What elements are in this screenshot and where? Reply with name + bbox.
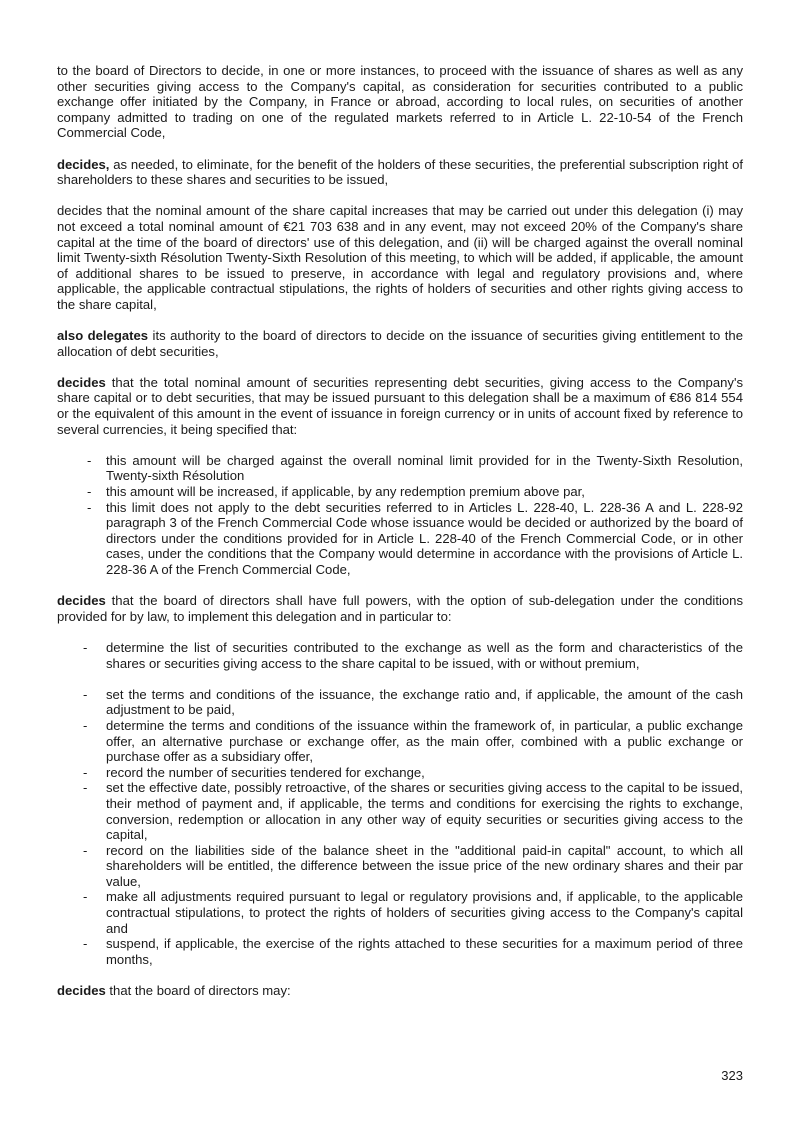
bold-keyword: decides bbox=[57, 593, 106, 609]
paragraph-text: that the board of directors shall have full powers, with the option of sub-delegation under the conditions provided for by law, to implement this delegation and in particular to: bbox=[57, 593, 743, 624]
dash-bullet: - bbox=[83, 842, 88, 858]
list-item bbox=[57, 718, 743, 765]
paragraph-text: that the total nominal amount of securities representing debt securities, giving access to the Company's share capital or to debt securities, that may be issued pursuant to this delegation shall be a maximum of €86 814 554 or the equivalent of this amount in the event of issuance in foreign currency or in units of account fixed by reference to several currencies, it being specified that: bbox=[57, 374, 743, 437]
paragraph-text: that the board of directors may: bbox=[105, 983, 291, 999]
dash-bullet: - bbox=[87, 499, 92, 515]
list-item-text: set the terms and conditions of the issuance, the exchange ratio and, if applicable, the amount of the cash adjustment to be paid, bbox=[106, 686, 743, 718]
dash-bullet: - bbox=[87, 484, 92, 500]
paragraph bbox=[57, 328, 743, 359]
list-item-text: suspend, if applicable, the exercise of the rights attached to these securities for a maximum period of three months, bbox=[106, 936, 743, 967]
list-item-text: this amount will be increased, if applicable, by any redemption premium above par, bbox=[106, 484, 585, 500]
paragraph bbox=[57, 983, 743, 999]
paragraph: decides that the nominal amount of the share capital increases that may be carried out under this delegation (i) may not exceed a total nominal amount of €21 703 638 and in any event, may not exceed 20% of the Company's share capital at the time of the board of directors' use of this delegation, and (ii) will be charged against the overall nominal limit Twenty-sixth Résolution Twenty-Sixth Resolution of this meeting, to which will be added, if applicable, the amount of additional shares to be issued to preserve, in accordance with legal and regulatory provisions and, where applicable, the applicable contractual stipulations, the rights of holders of securities and other rights giving access to the share capital, bbox=[57, 203, 743, 312]
list-item bbox=[57, 500, 743, 578]
list-item bbox=[57, 687, 743, 718]
dash-bullet: - bbox=[83, 639, 88, 655]
paragraph bbox=[57, 375, 743, 437]
bold-keyword: decides bbox=[57, 374, 106, 390]
list-item bbox=[57, 936, 743, 967]
dash-bullet: - bbox=[83, 780, 88, 796]
debt-limit-list bbox=[57, 453, 743, 578]
list-item-text: determine the list of securities contributed to the exchange as well as the form and characteristics of the shares or securities giving access to the share capital to be issued, with or without premium, bbox=[106, 639, 743, 671]
document-page bbox=[57, 63, 743, 1014]
dash-bullet: - bbox=[83, 686, 88, 702]
bold-keyword: decides bbox=[57, 983, 106, 999]
paragraph-text: as needed, to eliminate, for the benefit of the holders of these securities, the preferential subscription right of shareholders to these shares and securities to be issued, bbox=[57, 156, 743, 188]
list-item bbox=[57, 780, 743, 842]
paragraph-text: its authority to the board of directors to decide on the issuance of securities giving entitlement to the allocation of debt securities, bbox=[57, 328, 743, 359]
list-item-text: determine the terms and conditions of the issuance within the framework of, in particular, a public exchange offer, an alternative purchase or exchange offer, as the main offer, combined with a public exchange or purchase offer as a subsidiary offer, bbox=[106, 717, 743, 765]
list-item-text: set the effective date, possibly retroactive, of the shares or securities giving access to the capital to be issued, their method of payment and, if applicable, the terms and conditions for exercising the rights to exchange, conversion, redemption or allocation in any other way of equity securities or securities giving access to the capital, bbox=[106, 780, 743, 843]
paragraph bbox=[57, 593, 743, 624]
list-item-text: make all adjustments required pursuant to legal or regulatory provisions and, if applicable, to the applicable contractual stipulations, to protect the rights of holders of securities giving access to the Company's capital and bbox=[106, 889, 743, 936]
bold-keyword: also delegates bbox=[57, 328, 149, 344]
list-item bbox=[57, 484, 743, 500]
list-item bbox=[57, 640, 743, 671]
page-number: 323 bbox=[721, 1068, 743, 1083]
list-item-text: record the number of securities tendered for exchange, bbox=[106, 764, 425, 780]
powers-list bbox=[57, 640, 743, 967]
list-item-text: this amount will be charged against the overall nominal limit provided for in the Twenty-Sixth Resolution, Twenty-sixth Résolution bbox=[106, 452, 743, 484]
paragraph: to the board of Directors to decide, in one or more instances, to proceed with the issuance of shares as well as any other securities giving access to the Company's capital, as consideration for securities contributed to a public exchange offer initiated by the Company, in France or abroad, according to local rules, on securities of another company admitted to trading on one of the regulated markets referred to in Article L. 22-10-54 of the French Commercial Code, bbox=[57, 63, 743, 141]
list-item bbox=[57, 889, 743, 936]
dash-bullet: - bbox=[83, 717, 88, 733]
paragraph bbox=[57, 157, 743, 188]
list-item bbox=[57, 765, 743, 781]
list-item-text: this limit does not apply to the debt securities referred to in Articles L. 228-40, L. 228-36 A and L. 228-92 paragraph 3 of the French Commercial Code whose issuance would be decided or authorized by the board of directors under the conditions provided for in Article L. 228-40 of the French Commercial Code, or in other cases, under the conditions that the Company would determine in accordance with the provisions of Article L. 228-36 A of the French Commercial Code, bbox=[106, 499, 743, 577]
dash-bullet: - bbox=[83, 936, 88, 952]
dash-bullet: - bbox=[83, 764, 88, 780]
dash-bullet: - bbox=[83, 889, 88, 905]
list-item bbox=[57, 843, 743, 890]
bold-keyword: decides, bbox=[57, 156, 110, 172]
list-item-text: record on the liabilities side of the balance sheet in the "additional paid-in capital" account, to which all shareholders will be entitled, the difference between the issue price of the new ordinary shares and their par value, bbox=[106, 842, 743, 889]
list-item bbox=[57, 453, 743, 484]
dash-bullet: - bbox=[87, 452, 92, 468]
